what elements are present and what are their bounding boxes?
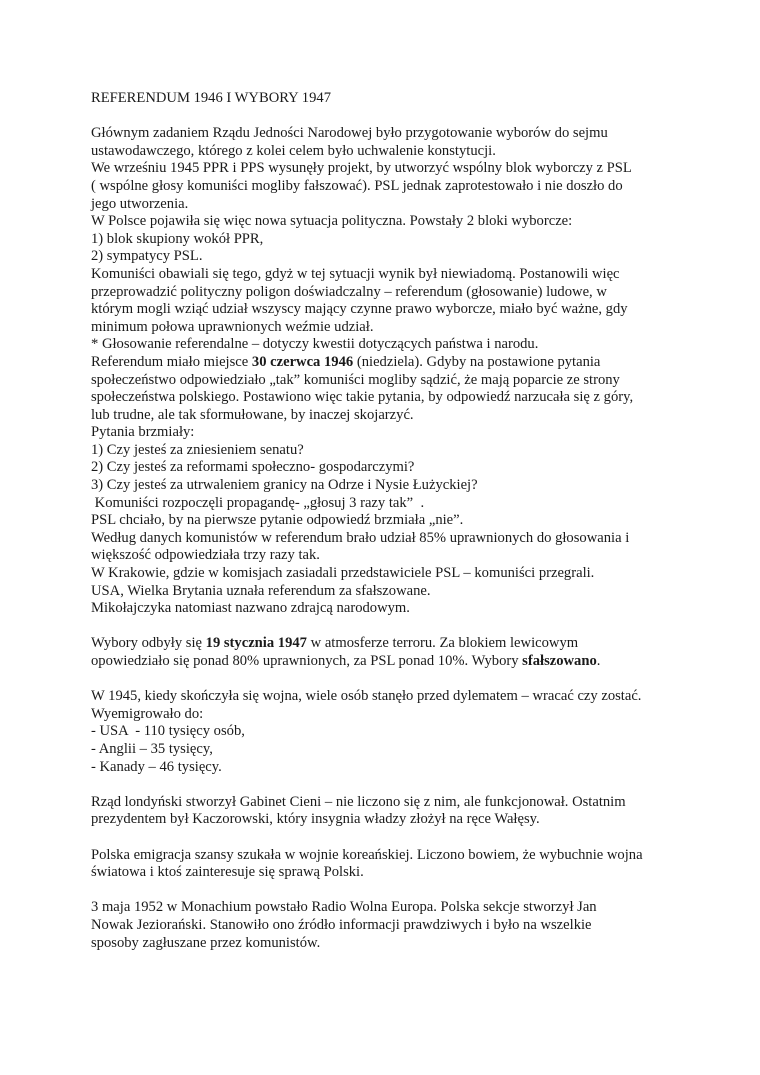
blank-line: [91, 882, 691, 900]
text-line: ( wspólne głosy komuniści mogliby fałszować). PSL jednak zaprotestowało i nie doszło do: [91, 177, 623, 194]
text-line: prezydentem był Kaczorowski, który insygnia władzy złożył na ręce Wałęsy.: [91, 811, 540, 828]
text-line: W Polsce pojawiła się więc nowa sytuacja polityczna. Powstały 2 bloki wyborcze:: [91, 213, 573, 230]
paragraph-emigration: [91, 688, 691, 776]
document-title: REFERENDUM 1946 I WYBORY 1947: [91, 90, 331, 106]
text-line: W Krakowie, gdzie w komisjach zasiadali przedstawiciele PSL – komuniści przegrali.: [91, 565, 595, 582]
text-line: Komuniści obawiali się tego, gdyż w tej sytuacji wynik był niewiadomą. Postanowili więc: [91, 265, 620, 282]
text-line: Nowak Jeziorański. Stanowiło ono źródło informacji prawdziwych i było na wszelkie: [91, 916, 592, 933]
blank-line: [91, 776, 691, 794]
blank-line: [91, 618, 691, 636]
text-line: Wyemigrowało do:: [91, 705, 204, 722]
text-line: 2) Czy jesteś za reformami społeczno- gospodarczymi?: [91, 459, 415, 476]
text-span: Referendum miało miejsce: [91, 353, 252, 370]
text-line: * Głosowanie referendalne – dotyczy kwestii dotyczących państwa i narodu.: [91, 336, 539, 353]
paragraph-radio-free-europe: [91, 899, 691, 952]
elections-date: 19 stycznia 1947: [205, 635, 307, 652]
paragraph-elections: [91, 635, 691, 670]
text-line: USA, Wielka Brytania uznała referendum za sfałszowane.: [91, 582, 431, 599]
paragraph-intro: [91, 125, 691, 354]
text-line: - Kanady – 46 tysięcy.: [91, 758, 222, 775]
blank-line: [91, 108, 691, 126]
text-line: W 1945, kiedy skończyła się wojna, wiele osób stanęło przed dylematem – wracać czy zostać.: [91, 688, 642, 705]
text-line: którym mogli wziąć udział wszyscy mający czynne prawo wyborcze, miało być ważne, gdy: [91, 301, 628, 318]
text-span: w atmosferze terroru. Za blokiem lewicowym: [306, 635, 579, 652]
text-span: Wybory odbyły się: [91, 635, 206, 652]
document-page: [91, 90, 691, 952]
text-line: 3 maja 1952 w Monachium powstało Radio Wolna Europa. Polska sekcje stworzył Jan: [91, 899, 597, 916]
text-line: 1) blok skupiony wokół PPR,: [91, 230, 264, 247]
text-line: Głównym zadaniem Rządu Jedności Narodowej było przygotowanie wyborów do sejmu: [91, 125, 608, 142]
paragraph-referendum: [91, 372, 691, 618]
text-line: przeprowadzić polityczny poligon doświadczalny – referendum (głosowanie) ludowe, w: [91, 283, 607, 300]
text-line: większość odpowiedziała trzy razy tak.: [91, 547, 320, 564]
text-line: społeczeństwo odpowiedziało „tak” komuniści mogliby sądzić, że mają poparcie ze strony: [91, 371, 620, 388]
text-line: światowa i ktoś zainteresuje się sprawą Polski.: [91, 864, 364, 881]
text-line: 1) Czy jesteś za zniesieniem senatu?: [91, 441, 304, 458]
text-line: sposoby zagłuszane przez komunistów.: [91, 934, 321, 951]
text-line: lub trudne, ale tak sformułowane, by inaczej skojarzyć.: [91, 406, 414, 423]
paragraph-london-government: [91, 794, 691, 829]
text-line: Komuniści rozpoczęli propagandę- „głosuj 3 razy tak” .: [91, 494, 425, 511]
elections-line: [91, 653, 691, 671]
paragraph-korean-war: [91, 847, 691, 882]
text-line: społeczeństwa polskiego. Postawiono więc takie pytania, by odpowiedź narzucała się z góry,: [91, 389, 634, 406]
text-line: Według danych komunistów w referendum brało udział 85% uprawnionych do głosowania i: [91, 529, 630, 546]
text-line: jego utworzenia.: [91, 195, 189, 212]
text-line: - USA - 110 tysięcy osób,: [91, 723, 245, 740]
elections-line: [91, 635, 691, 653]
text-line: Mikołajczyka natomiast nazwano zdrajcą narodowym.: [91, 600, 410, 617]
text-span: (niedziela). Gdyby na postawione pytania: [353, 353, 601, 370]
text-span: .: [596, 653, 601, 669]
blank-line: [91, 671, 691, 689]
text-line: Polska emigracja szansy szukała w wojnie koreańskiej. Liczono bowiem, że wybuchnie wojna: [91, 846, 643, 863]
text-line: PSL chciało, by na pierwsze pytanie odpowiedź brzmiała „nie”.: [91, 512, 464, 529]
referendum-date-line: [91, 354, 691, 372]
text-line: ustawodawczego, którego z kolei celem było uchwalenie konstytucji.: [91, 142, 496, 159]
text-span: opowiedziało się ponad 80% uprawnionych, za PSL ponad 10%. Wybory: [91, 653, 523, 669]
text-line: Pytania brzmiały:: [91, 424, 195, 441]
referendum-date: 30 czerwca 1946: [251, 353, 354, 370]
text-line: minimum połowa uprawnionych weźmie udział.: [91, 318, 374, 335]
blank-line: [91, 829, 691, 847]
text-line: - Anglii – 35 tysięcy,: [91, 740, 213, 757]
text-line: We wrześniu 1945 PPR i PPS wysunęły projekt, by utworzyć wspólny blok wyborczy z PSL: [91, 160, 632, 177]
text-line: 2) sympatycy PSL.: [91, 248, 203, 265]
text-line: 3) Czy jesteś za utrwaleniem granicy na Odrze i Nysie Łużyckiej?: [91, 477, 478, 494]
text-line: Rząd londyński stworzył Gabinet Cieni – nie liczono się z nim, ale funkcjonował. Ostatnim: [91, 793, 626, 810]
elections-falsified: sfałszowano: [522, 653, 597, 669]
